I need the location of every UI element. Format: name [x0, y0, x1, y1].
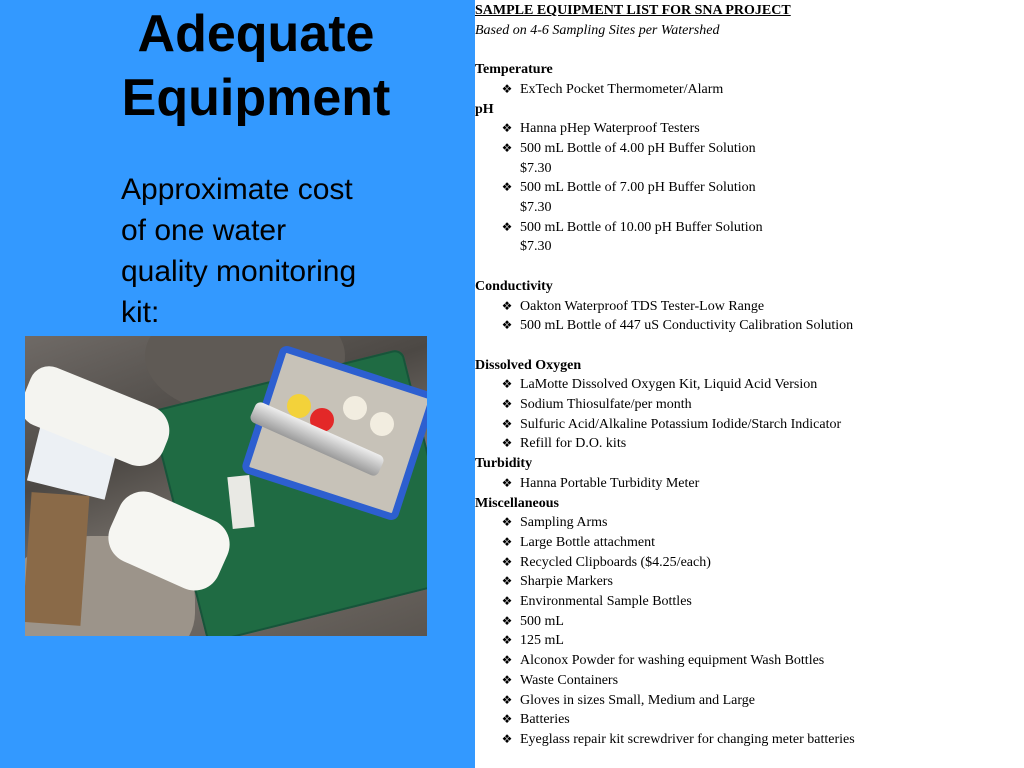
- item-text: Sodium Thiosulfate/per month: [520, 397, 692, 413]
- photo-bottle: [370, 412, 394, 436]
- diamond-bullet-icon: ❖: [501, 653, 513, 668]
- photo-clipboard: [25, 492, 89, 626]
- item-text: 500 mL: [520, 613, 564, 629]
- cost-line: quality monitoring: [121, 255, 357, 288]
- item-price: $7.30: [520, 239, 552, 255]
- list-item: [475, 730, 1024, 750]
- diamond-bullet-icon: ❖: [501, 81, 513, 96]
- diamond-bullet-icon: ❖: [501, 574, 513, 589]
- list-item: [475, 316, 1024, 336]
- item-text: Eyeglass repair kit screwdriver for changing meter batteries: [520, 731, 855, 747]
- section-heading: Dissolved Oxygen: [475, 357, 582, 373]
- item-text: Sharpie Markers: [520, 574, 613, 590]
- list-item: [475, 474, 1024, 494]
- item-text: Hanna Portable Turbidity Meter: [520, 475, 700, 491]
- section-dissolved-oxygen: [475, 356, 1024, 455]
- item-text: 500 mL Bottle of 447 uS Conductivity Calibration Solution: [520, 318, 854, 334]
- item-text: LaMotte Dissolved Oxygen Kit, Liquid Acid Version: [520, 377, 818, 393]
- diamond-bullet-icon: ❖: [501, 219, 513, 234]
- list-item: [475, 395, 1024, 415]
- item-text: 500 mL Bottle of 10.00 pH Buffer Solution: [520, 219, 763, 235]
- diamond-bullet-icon: ❖: [501, 692, 513, 707]
- equipment-sections: [475, 60, 1024, 750]
- cost-line: of one water: [121, 214, 287, 247]
- list-item: [475, 553, 1024, 573]
- list-item: [475, 651, 1024, 671]
- list-item: [475, 434, 1024, 454]
- section-heading: Conductivity: [475, 278, 553, 294]
- list-item: [475, 612, 1024, 632]
- diamond-bullet-icon: ❖: [501, 397, 513, 412]
- item-list: [475, 474, 1024, 494]
- diamond-bullet-icon: ❖: [501, 515, 513, 530]
- list-item: [475, 710, 1024, 730]
- diamond-bullet-icon: ❖: [501, 121, 513, 136]
- item-text: 500 mL Bottle of 4.00 pH Buffer Solution: [520, 140, 756, 156]
- section-heading: Miscellaneous: [475, 495, 559, 511]
- item-price: $7.30: [520, 200, 552, 216]
- diamond-bullet-icon: ❖: [501, 416, 513, 431]
- list-item: [475, 513, 1024, 533]
- list-item: [475, 671, 1024, 691]
- item-text: Recycled Clipboards ($4.25/each): [520, 554, 711, 570]
- diamond-bullet-icon: ❖: [501, 672, 513, 687]
- item-text: Hanna pHep Waterproof Testers: [520, 121, 700, 137]
- diamond-bullet-icon: ❖: [501, 712, 513, 727]
- equipment-list-panel: [475, 0, 1024, 768]
- item-price: $7.30: [520, 160, 552, 176]
- list-subtitle: Based on 4-6 Sampling Sites per Watershed: [475, 22, 720, 38]
- list-item: [475, 80, 1024, 100]
- diamond-bullet-icon: ❖: [501, 318, 513, 333]
- section-miscellaneous: [475, 494, 1024, 750]
- section-turbidity: [475, 454, 1024, 493]
- list-item: [475, 218, 1024, 257]
- list-item: [475, 572, 1024, 592]
- diamond-bullet-icon: ❖: [501, 436, 513, 451]
- list-item: [475, 691, 1024, 711]
- item-list: [475, 119, 1024, 257]
- list-header: [475, 0, 1024, 40]
- left-panel: [0, 0, 475, 768]
- list-item: [475, 533, 1024, 553]
- equipment-photo: [25, 336, 427, 636]
- list-item: [475, 592, 1024, 612]
- section-temperature: [475, 60, 1024, 99]
- diamond-bullet-icon: ❖: [501, 140, 513, 155]
- diamond-bullet-icon: ❖: [501, 180, 513, 195]
- diamond-bullet-icon: ❖: [501, 613, 513, 628]
- list-item: [475, 178, 1024, 217]
- section-ph: [475, 100, 1024, 258]
- item-text: Sulfuric Acid/Alkaline Potassium Iodide/Starch Indicator: [520, 416, 842, 432]
- section-conductivity: [475, 277, 1024, 336]
- item-text: Gloves in sizes Small, Medium and Large: [520, 692, 755, 708]
- item-list: [475, 80, 1024, 100]
- slide-title: [0, 2, 512, 130]
- item-text: 125 mL: [520, 633, 564, 649]
- item-text: 500 mL Bottle of 7.00 pH Buffer Solution: [520, 180, 756, 196]
- item-text: Alconox Powder for washing equipment Wash Bottles: [520, 653, 825, 669]
- diamond-bullet-icon: ❖: [501, 554, 513, 569]
- diamond-bullet-icon: ❖: [501, 377, 513, 392]
- item-list: [475, 513, 1024, 749]
- cost-line: Approximate cost: [121, 173, 353, 206]
- diamond-bullet-icon: ❖: [501, 633, 513, 648]
- item-text: Large Bottle attachment: [520, 534, 656, 550]
- cost-kit-label: kit:: [121, 296, 160, 329]
- item-text: Environmental Sample Bottles: [520, 594, 692, 610]
- section-heading: Temperature: [475, 62, 553, 78]
- list-item: [475, 415, 1024, 435]
- item-text: Waste Containers: [520, 672, 619, 688]
- diamond-bullet-icon: ❖: [501, 298, 513, 313]
- list-item: [475, 297, 1024, 317]
- list-item: [475, 119, 1024, 139]
- item-text: Sampling Arms: [520, 515, 608, 531]
- item-text: Oakton Waterproof TDS Tester-Low Range: [520, 298, 765, 314]
- item-text: Refill for D.O. kits: [520, 436, 627, 452]
- diamond-bullet-icon: ❖: [501, 534, 513, 549]
- section-heading: pH: [475, 101, 494, 117]
- slide-title-line: Equipment: [121, 69, 391, 127]
- diamond-bullet-icon: ❖: [501, 594, 513, 609]
- item-list: [475, 375, 1024, 454]
- list-title: SAMPLE EQUIPMENT LIST FOR SNA PROJECT: [475, 3, 791, 18]
- photo-bottle: [343, 396, 367, 420]
- diamond-bullet-icon: ❖: [501, 731, 513, 746]
- diamond-bullet-icon: ❖: [501, 475, 513, 490]
- list-item: [475, 631, 1024, 651]
- list-item: [475, 139, 1024, 178]
- slide-title-line: Adequate: [137, 5, 375, 63]
- item-list: [475, 297, 1024, 336]
- section-heading: Turbidity: [475, 456, 533, 472]
- list-item: [475, 375, 1024, 395]
- item-text: Batteries: [520, 712, 570, 728]
- item-text: ExTech Pocket Thermometer/Alarm: [520, 81, 724, 97]
